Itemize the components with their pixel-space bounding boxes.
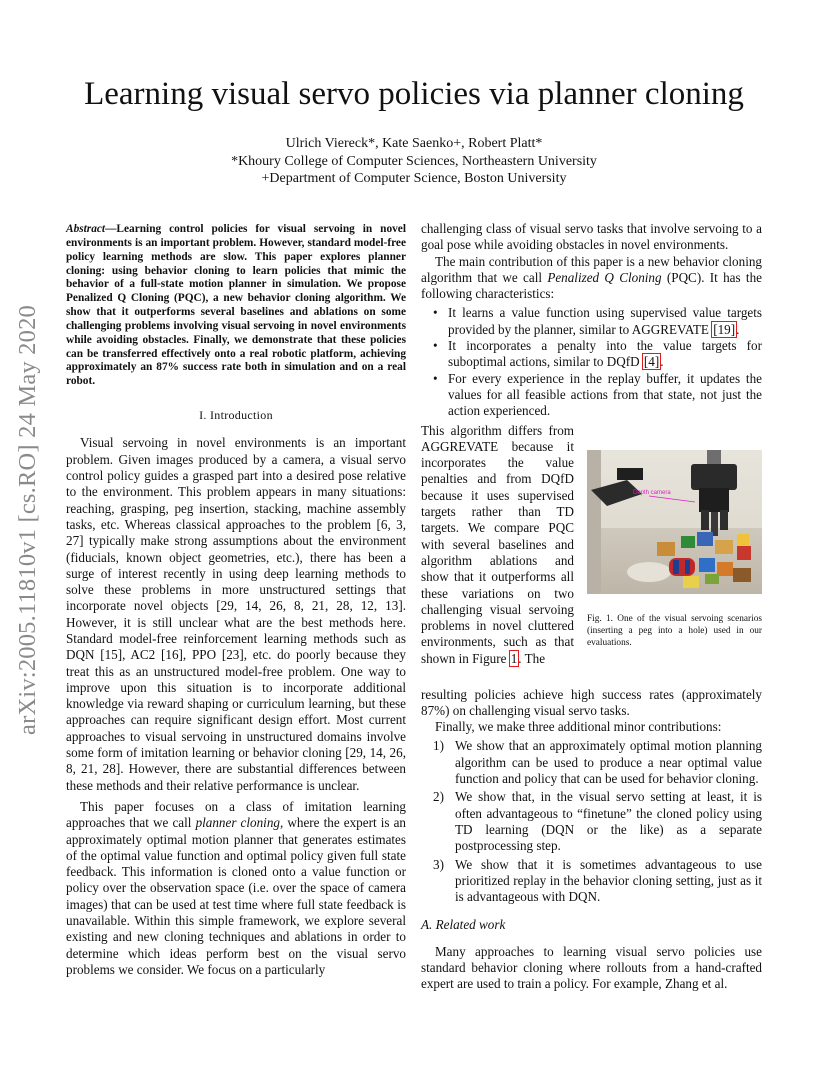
emphasis-pqc: Penalized Q Cloning <box>547 269 662 285</box>
author-names: Ulrich Viereck*, Kate Saenko+, Robert Platt* <box>285 136 543 151</box>
abstract-lead: Abstract <box>66 223 106 235</box>
citation-link[interactable]: [16] <box>161 647 183 663</box>
intro-paragraph-1: Visual servoing in novel environments is an important problem. Given images produced by a camera, a visual servo control policy guides a grasped part into a desired pose relative to the environment. This problem appears in many situations: reaching, grasping, peg insertion, stacking, machine assembly tasks, etc. Whereas classical approaches to the problem [6, 3, 27] typically make strong assumptions about the environment (fiducials, known object geometries, etc.), there has been a surge of interest recently in using deep learning methods to solve these problems in more unstructured settings that incorporate novel objects [29, 14, 26, 8, 21, 28, 12, 13]. However, it is still unclear what are the best methods here. Standard model-free reinforcement learning methods such as DQN [15], AC2 [16], PPO [23], etc. do poorly because they treat this as an unstructured model-free problem. One way to improve upon this situation is to incorporate additional knowledge via reward shaping or curriculum learning, but these approaches can require significant design effort. Most current approaches to visual servoing in unstructured domains involve some form of imitation learning or behavior cloning [29, 14, 26, 8, 21, 28]. However, there are substantial differences between these methods and their relative performance is unclear. <box>66 435 406 793</box>
citation-link[interactable]: [29, 14, 26, 8, 21, 28] <box>66 745 406 777</box>
citation-link[interactable]: [29, 14, 26, 8, 21, 28, 12, 13] <box>216 598 403 614</box>
right-column <box>421 221 762 993</box>
list-item: • It incorporates a penalty into the value targets for suboptimal actions, similar to DQfD [4]. <box>421 338 762 371</box>
affiliation-1: *Khoury College of Computer Sciences, Northeastern University <box>231 153 597 169</box>
arxiv-stamp: arXiv:2005.11810v1 [cs.RO] 24 May 2020 <box>14 305 41 735</box>
section-heading-introduction: I. Introduction <box>199 408 273 423</box>
citation-link[interactable]: [4] <box>643 354 660 370</box>
wrapped-paragraph-tail: resulting policies achieve high success rates (approximately 87%) on challenging visual servo tasks. <box>421 686 762 718</box>
list-item: 3) We show that it is sometimes advantageous to use prioritized replay in the behavior cloning setting, just as it is advantageous with DQN. <box>433 856 762 905</box>
intro-paragraph-2: This paper focuses on a class of imitation learning approaches that we call planner cloning, where the expert is an approximately optimal motion planner that generates estimates of the optimal value function and optimal policy given full state feedback. This information is cloned onto a value function or policy over the observation space (i.e. over the space of camera images) that can be used at test time where full state feedback is unavailable. Within this simple framework, we explore several existing and new cloning techniques and ablations in order to determine which ideas perform best on the visual servo problems we consider. We focus on a particularly <box>66 798 406 977</box>
citation-link[interactable]: [15] <box>100 647 123 663</box>
related-work-paragraph: Many approaches to learning visual servo policies use standard behavior cloning where rollouts from a hand-crafted expert are used to train a policy. For example, Zhang et al. <box>421 943 762 992</box>
emphasis-planner-cloning: planner cloning <box>195 815 280 831</box>
abstract <box>66 223 406 389</box>
left-column <box>66 223 406 978</box>
author-block <box>0 135 828 188</box>
list-number: 2) <box>433 789 444 805</box>
figure-wrap <box>421 423 762 687</box>
subsection-heading-related-work: A. Related work <box>421 917 506 933</box>
minor-contributions-list <box>421 738 762 905</box>
citation-link[interactable]: [6, 3, 27] <box>66 516 406 549</box>
list-item: 2) We show that, in the visual servo setting at least, it is often advantageous to “finetune” the cloned policy using TD learning (DQN or the like) as a separate postprocessing step. <box>433 789 762 854</box>
arxiv-identifier <box>8 275 48 765</box>
characteristics-list <box>421 305 762 419</box>
list-number: 3) <box>433 856 444 872</box>
figure-1-caption: Fig. 1. One of the visual servoing scenarios (inserting a peg into a hole) used in our evaluations. <box>587 613 762 648</box>
figure-1-photo <box>587 450 762 594</box>
citation-link[interactable]: [23] <box>221 647 244 663</box>
citation-link[interactable]: [19] <box>713 321 736 337</box>
right-paragraph-continued: challenging class of visual servo tasks that involve servoing to a goal pose while avoiding obstacles in novel environments. <box>421 221 762 253</box>
paper-title: Learning visual servo policies via planner cloning <box>84 76 744 112</box>
affiliation-2: +Department of Computer Science, Boston University <box>261 171 567 186</box>
figure-reference-link[interactable]: 1 <box>510 650 518 666</box>
contribution-paragraph: The main contribution of this paper is a new behavior cloning algorithm that we call Penalized Q Cloning (PQC). It has the following characteristics: <box>421 253 762 302</box>
abstract-text: —Learning control policies for visual servoing in novel environments is an important problem. However, standard model-free policy learning methods are slow. This paper explores planner cloning: using behavior cloning to learn policies that mimic the behavior of a full-state motion planner in simulation. We propose Penalized Q Cloning (PQC), a new behavior cloning algorithm. We show that it outperforms several baselines and ablations on some challenging problems involving visual servoing in novel environments while avoiding obstacles. Finally, we demonstrate that these policies can be transferred effectively onto a real robotic platform, achieving approximately an 87% success rate both in simulation and on a real robot. <box>66 223 406 388</box>
list-item: 1) We show that an approximately optimal motion planning algorithm can be used to produce a near optimal value function and policy that can be used for behavior cloning. <box>433 738 762 787</box>
list-item: • It learns a value function using supervised value targets provided by the planner, similar to AGGREVATE [19]. <box>421 305 762 338</box>
list-item: • For every experience in the replay buffer, it updates the values for all feasible actions from that state, not just the action experienced. <box>421 371 762 420</box>
depth-camera-label: Depth camera <box>633 489 671 496</box>
minor-contributions-intro: Finally, we make three additional minor contributions: <box>435 719 722 735</box>
robot-scene-image <box>587 450 762 594</box>
list-number: 1) <box>433 738 444 754</box>
wrapped-paragraph: This algorithm differs from AGGREVATE because it incorporates the value penalties and from DQfD because it uses supervised targets rather than TD targets. We compare PQC with several baselines and algorithm ablations and show that it outperforms all these variations on two challenging visual servoing problems in novel cluttered environments, such as that shown in Figure 1. The <box>421 422 574 666</box>
